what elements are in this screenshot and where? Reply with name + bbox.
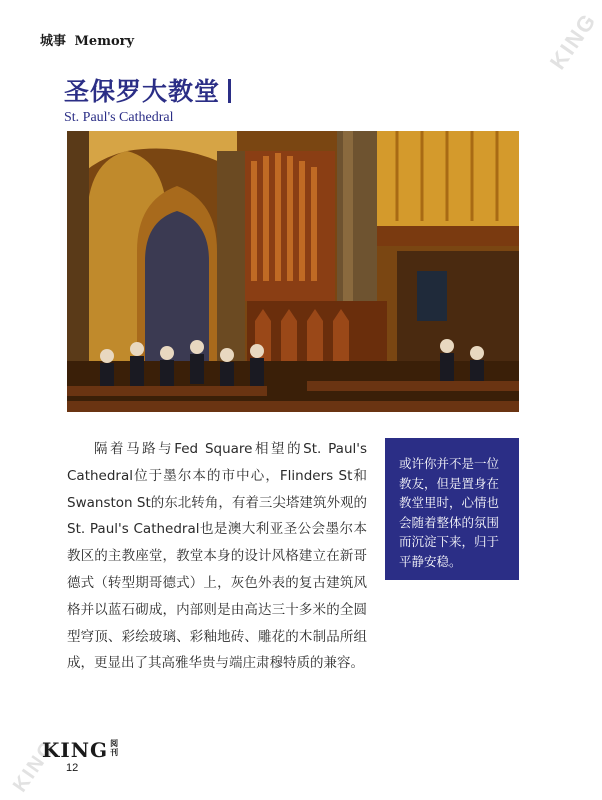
pull-quote — [385, 438, 519, 580]
article-title — [64, 72, 231, 126]
cathedral-interior-organ-icon — [67, 131, 519, 412]
title-cn: 圣保罗大教堂 — [64, 77, 221, 106]
title-en: St. Paul's Cathedral — [64, 110, 174, 125]
footer-logo-text: KING — [42, 738, 109, 762]
watermark-bottom: KING — [8, 736, 61, 797]
pull-quote-text: 或许你并不是一位教友，但是置身在教堂里时，心情也会随着整体的氛围而沉淀下来，归于平静安稳。 — [399, 456, 500, 569]
section-label — [40, 30, 138, 49]
article-body — [67, 436, 367, 677]
article-paragraph: 隔着马路与Fed Square相望的St. Paul's Cathedral位于墨尔本的市中心，Flinders St和Swanston St的东北转角，有着三尖塔建筑外观的St. Paul's Cathedral也是澳大利亚圣公会墨尔本教区的主教座堂，教堂本身的设计风格建立在新哥德式（转型期哥德式）上，灰色外表的复古建筑风格并以蓝石砌成，内部则是由高达三十多米的全圆型穹顶、彩绘玻璃、彩釉地砖、雕花的木制品所组成，更显出了其高雅华贵与端庄肃穆特质的兼容。 — [67, 441, 367, 672]
title-cn-row — [64, 72, 231, 108]
section-label-cn: 城事 — [40, 34, 67, 49]
cathedral-photo — [67, 131, 519, 412]
footer-logo — [42, 738, 120, 762]
section-label-en: Memory — [74, 34, 135, 49]
footer-logo-sub: 阅刊 — [110, 738, 119, 757]
watermark-top: KING — [544, 8, 602, 74]
page-number: 12 — [66, 762, 79, 774]
title-bar — [228, 79, 231, 103]
